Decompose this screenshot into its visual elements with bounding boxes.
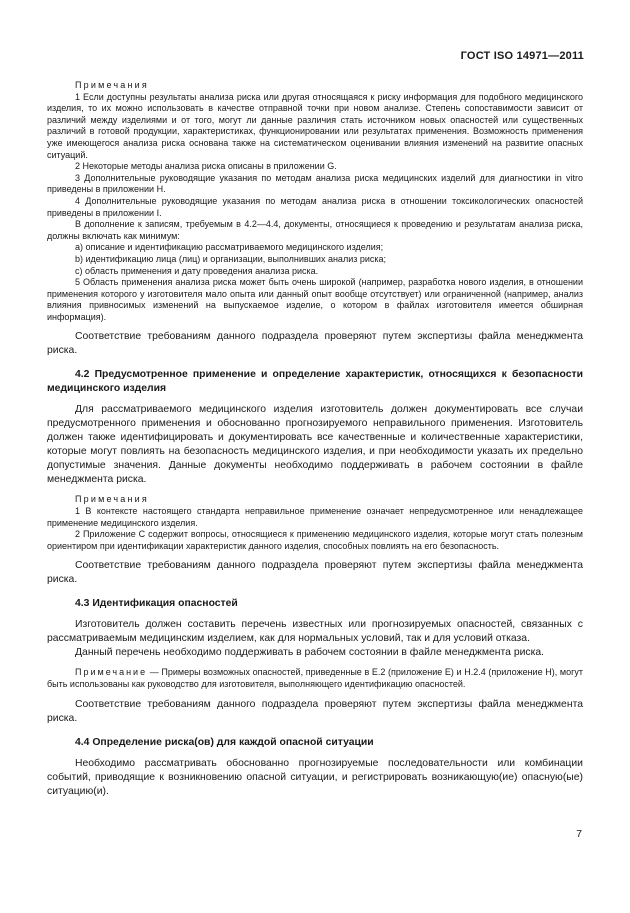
note-list-c: с) область применения и дату проведения анализа риска.: [75, 265, 319, 276]
section-heading-4-2: 4.2 Предусмотренное применение и определение характеристик, относящихся к безопасности медицинского изделия: [47, 369, 583, 395]
note-2: 2 Некоторые методы анализа риска описаны в приложении G.: [75, 161, 337, 172]
section-text-4-2: Для рассматриваемого медицинского изделия изготовитель должен документировать все случаи предусмотренного применения и обоснованно прогнозируемого неправильного применения. Изготовитель должен также идентифицировать и документировать все качественные и количественные характеристики, которые могут повлиять на безопасность медицинского изделия, и при необходимости указать их предельно допустимые значения. Данные документы необходимо поддерживать в рабочем состоянии в файле менеджмента риска.: [47, 404, 583, 486]
compliance-text: Соответствие требованиям данного подраздела проверяют путем экспертизы файла менеджмента риска.: [47, 331, 583, 357]
notes-title: Примечания: [75, 494, 149, 505]
note-5: 5 Область применения анализа риска может быть очень широкой (например, разработка нового изделия, в отношении применения которого у изготовителя мало опыта или данный опыт вообще отсутствует) или ограниченной (например, анализ влияния привносимых изменений на выпускаемое изделие, о котором в файлах изготовителя имеется обширная информация).: [47, 277, 583, 322]
note-list-a: а) описание и идентификацию рассматриваемого медицинского изделия;: [75, 242, 384, 253]
note-label: Примечание: [75, 667, 148, 678]
compliance-text: Соответствие требованиям данного подраздела проверяют путем экспертизы файла менеджмента риска.: [47, 560, 583, 586]
section-heading-4-3: 4.3 Идентификация опасностей: [75, 598, 238, 610]
page-content: [47, 80, 583, 799]
note-1: 1 Если доступны результаты анализа риска или другая относящаяся к риску информация для подобного медицинского изделия, то их можно использовать в качестве отправной точки при новом анализе. Степень сопоставимости зависит от различий между изделиями и от того, могут ли данные различия стать источником новых опасностей или существенных различий в готовой продукции, характеристиках, функционировании или результатах применения. Возможность применения уже имеющегося анализа риска основана также на систематическом оценивании влияния изменений на развитие опасных ситуаций.: [47, 91, 583, 160]
note-2: 2 Приложение С содержит вопросы, относящиеся к применению медицинского изделия, которые могут стать полезным ориентиром при идентификации характеристик данного изделия, способных повлиять на его безопасность.: [47, 529, 583, 551]
note-text: — Примеры возможных опасностей, приведенные в Е.2 (приложение Е) и Н.2.4 (приложение Н), могут быть использованы как руководство для изготовителя, выполняющего идентификацию опасностей.: [47, 667, 583, 690]
section-heading-4-4: 4.4 Определение риска(ов) для каждой опасной ситуации: [75, 736, 374, 748]
note-4: 4 Дополнительные руководящие указания по методам анализа риска в отношении токсикологических опасностей приведены в приложении I.: [47, 195, 583, 218]
notes-title: Примечания: [75, 80, 149, 90]
note-records: В дополнение к записям, требуемым в 4.2—4.4, документы, относящиеся к проведению и результатам анализа риска, должны включать как минимум:: [47, 219, 583, 241]
compliance-text: Соответствие требованиям данного подраздела проверяют путем экспертизы файла менеджмента риска.: [47, 698, 583, 724]
note-list-b: b) идентификацию лица (лиц) и организации, выполнивших анализ риска;: [75, 253, 387, 264]
page-number: 7: [576, 829, 582, 840]
note-3: 3 Дополнительные руководящие указания по методам анализа риска медицинских изделий для диагностики in vitro приведены в приложении H.: [47, 172, 583, 195]
section-text-4-3: Изготовитель должен составить перечень известных или прогнозируемых опасностей, связанных с рассматриваемым медицинским изделием, как для нормальных условий, так и для условий отказа.: [47, 619, 583, 645]
section-text-4-4: Необходимо рассматривать обоснованно прогнозируемые последовательности или комбинации событий, приводящие к возникновению опасной ситуации, и регистрировать возникающую(ие) опасную(ые) ситуацию(и).: [47, 757, 583, 797]
note-4-3: [47, 667, 583, 690]
note-1: 1 В контексте настоящего стандарта неправильное применение означает непредусмотренное или ненадлежащее применение медицинского изделия.: [47, 506, 583, 528]
document-id: ГОСТ ISO 14971—2011: [460, 50, 584, 62]
section-text-4-3-list: Данный перечень необходимо поддерживать в рабочем состоянии в файле менеджмента риска.: [75, 647, 545, 659]
